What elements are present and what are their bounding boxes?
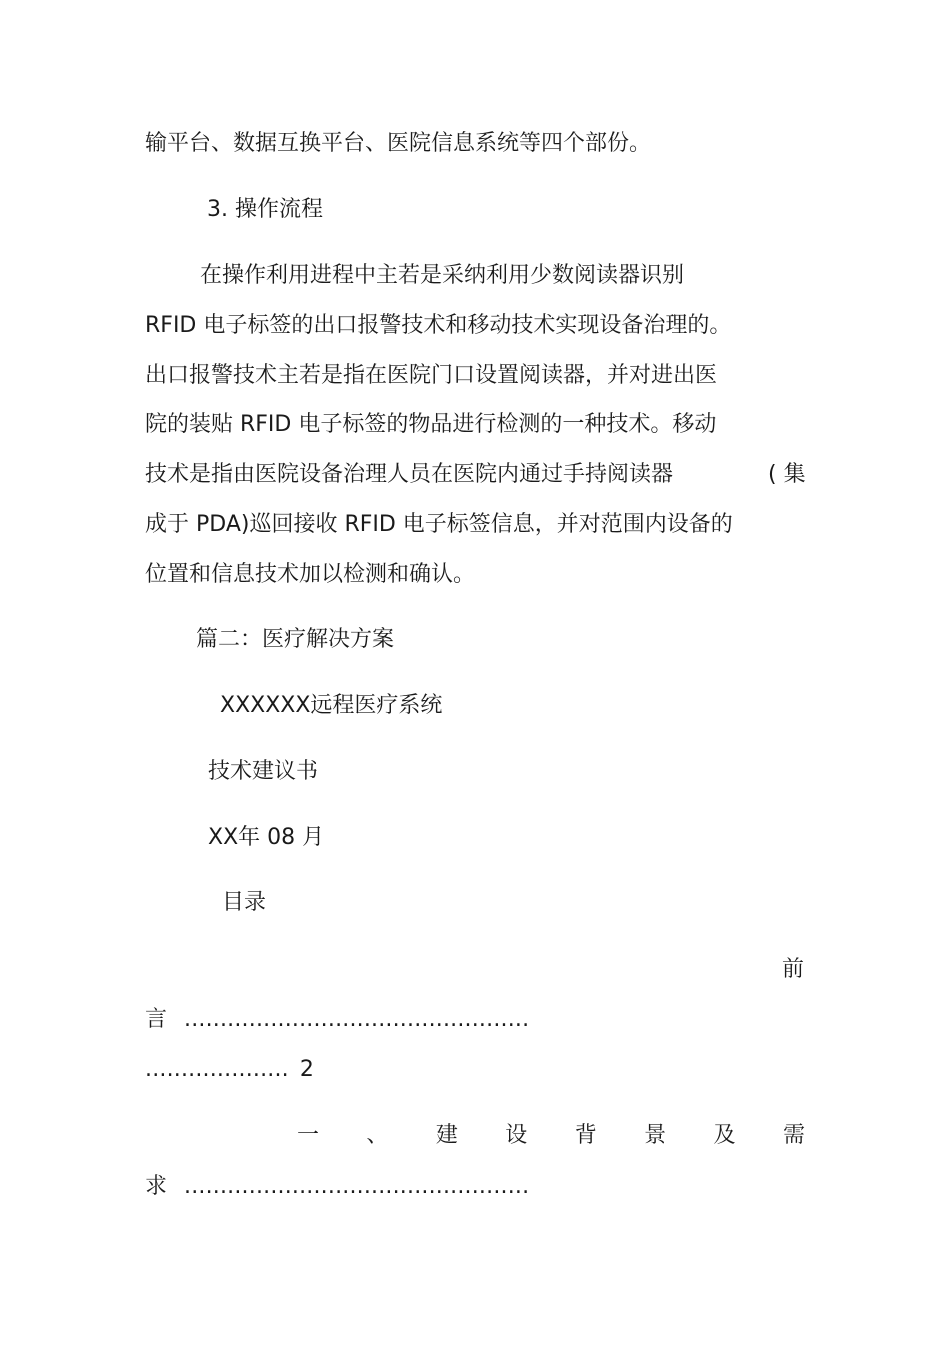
- toc-entry-2-leader: ................................................: [184, 1174, 530, 1199]
- intro-line-1: 输平台、数据互换平台、医院信息系统等四个部份。: [145, 131, 652, 156]
- toc-entry-2-char-5: 背: [574, 1123, 597, 1148]
- toc-entry-2-char-4: 设: [505, 1123, 528, 1148]
- toc-entry-1-line-2: [145, 1005, 529, 1035]
- toc-entry-2-char-2: 、: [366, 1123, 389, 1148]
- paragraph-line-2: RFID 电子标签的出口报警技术和移动技术实现设备治理的。: [145, 313, 732, 338]
- toc-entry-1-leader: ................................................: [184, 1007, 530, 1032]
- paragraph-line-6: 成于 PDA)巡回接收 RFID 电子标签信息，并对范围内设备的: [145, 512, 733, 537]
- document-subtitle: 技术建议书: [208, 759, 319, 784]
- toc-entry-2-title-end: 求: [145, 1174, 168, 1199]
- toc-entry-1-line-3: [145, 1055, 314, 1085]
- toc-entry-2-char-8: 需: [782, 1123, 805, 1148]
- toc-entry-2-char-3: 建: [435, 1123, 458, 1148]
- toc-entry-2-char-6: 景: [644, 1123, 667, 1148]
- paragraph-line-4: 院的装贴 RFID 电子标签的物品进行检测的一种技术。移动: [145, 412, 717, 437]
- document-title: XXXXXX远程医疗系统: [220, 693, 443, 718]
- paragraph-line-5-end: ( 集: [768, 462, 806, 487]
- toc-entry-2-title-start: [297, 1121, 805, 1151]
- paragraph-line-3: 出口报警技术主若是指在医院门口设置阅读器，并对进出医: [145, 363, 718, 388]
- paragraph-line-7: 位置和信息技术加以检测和确认。: [145, 562, 476, 587]
- toc-heading: 目录: [222, 890, 267, 915]
- part-2-heading: 篇二：医疗解决方案: [196, 627, 395, 652]
- toc-entry-2-line-2: [145, 1172, 529, 1202]
- paragraph-line-5: 技术是指由医院设备治理人员在医院内通过手持阅读器: [145, 462, 674, 487]
- toc-entry-1-leader-continued: ....................: [145, 1057, 289, 1082]
- paragraph-line-1: 在操作利用进程中主若是采纳利用少数阅读器识别: [200, 263, 685, 288]
- section-3-heading: 3. 操作流程: [207, 197, 323, 222]
- document-date: XX年 08 月: [208, 825, 325, 850]
- toc-entry-1-title-end: 言: [145, 1007, 168, 1032]
- toc-entry-1-page-number: 2: [299, 1057, 314, 1082]
- toc-entry-2-char-7: 及: [713, 1123, 736, 1148]
- toc-entry-2-char-1: 一: [297, 1123, 320, 1148]
- toc-entry-1-title-start: 前: [782, 957, 805, 982]
